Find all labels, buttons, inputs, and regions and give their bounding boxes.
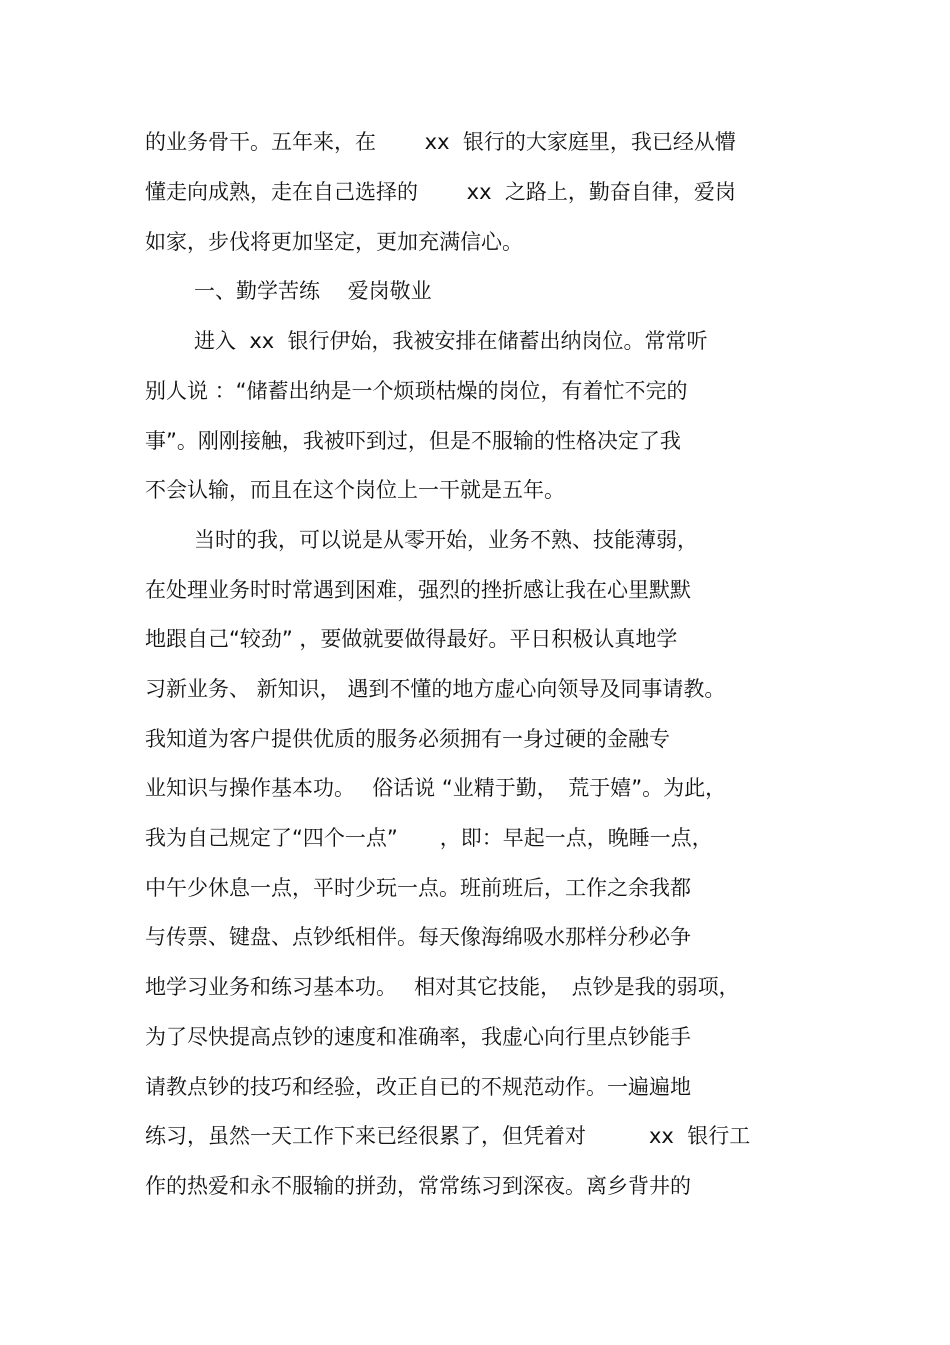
section-heading: 一、勤学苦练 爱岗敬业 [194,279,432,303]
text-line: 练习，虽然一天工作下来已经很累了，但凭着对 xx 银行工 [145,1124,751,1148]
text-line: 请教点钞的技巧和经验，改正自已的不规范动作。一遍遍地 [145,1075,691,1099]
text-line: 别人说 ：“储蓄出纳是一个烦琐枯燥的岗位，有着忙不完的 [145,379,688,403]
text-line: 业知识与操作基本功。 俗话说 “业精于勤， 荒于嬉”。为此， [145,776,727,800]
text-line: 中午少休息一点，平时少玩一点。班前班后，工作之余我都 [145,876,691,900]
text-line: 的业务骨干。五年来，在 xx 银行的大家庭里，我已经从懵 [145,130,736,154]
text-line: 事”。刚刚接触，我被吓到过，但是不服输的性格决定了我 [145,429,681,453]
text-line: 我为自己规定了“四个一点” ，即：早起一点，晚睡一点， [145,826,713,850]
text-line: 不会认输，而且在这个岗位上一干就是五年。 [145,478,565,502]
text-line: 作的热爱和永不服输的拼劲，常常练习到深夜。离乡背井的 [145,1174,691,1198]
text-line: 为了尽快提高点钞的速度和准确率，我虚心向行里点钞能手 [145,1025,691,1049]
text-line: 在处理业务时时常遇到困难，强烈的挫折感让我在心里默默 [145,578,691,602]
text-line: 习新业务、 新知识， 遇到不懂的地方虚心向领导及同事请教。 [145,677,726,701]
text-line: 地学习业务和练习基本功。 相对其它技能， 点钞是我的弱项， [145,975,740,999]
text-line: 我知道为客户提供优质的服务必须拥有一身过硬的金融专 [145,727,670,751]
text-line: 与传票、键盘、点钞纸相伴。每天像海绵吸水那样分秒必争 [145,925,691,949]
text-line: 如家，步伐将更加坚定，更加充满信心。 [145,230,523,254]
text-line: 懂走向成熟，走在自己选择的 xx 之路上，勤奋自律，爱岗 [145,180,736,204]
text-line: 地跟自己“较劲” ，要做就要做得最好。平日积极认真地学 [145,627,678,651]
text-line: 当时的我，可以说是从零开始，业务不熟、技能薄弱， [194,528,698,552]
text-line: 进入 xx 银行伊始，我被安排在储蓄出纳岗位。常常听 [194,329,708,353]
